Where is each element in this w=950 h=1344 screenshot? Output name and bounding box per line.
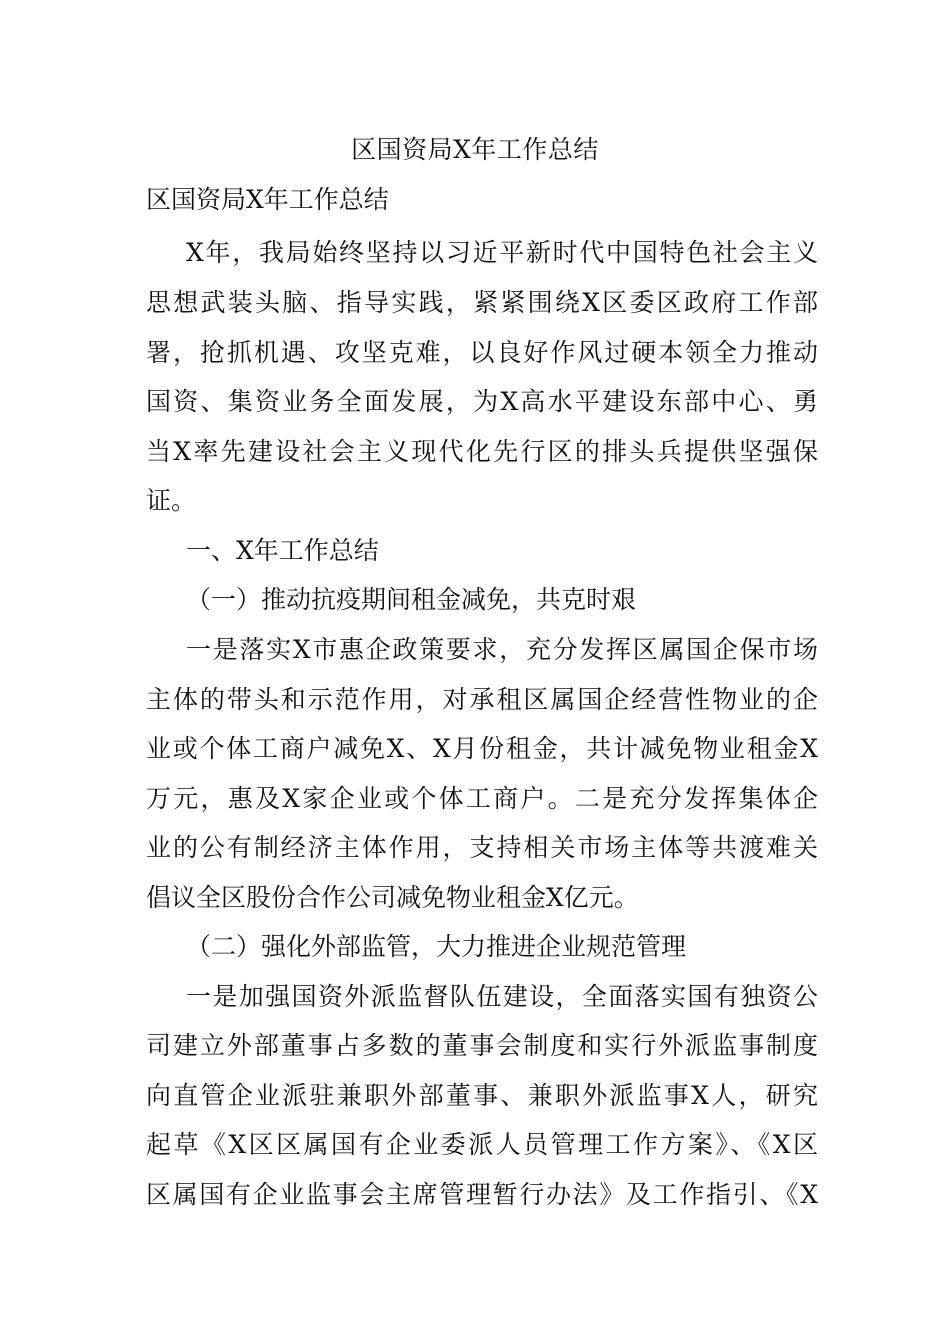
document-title: 区国资局X年工作总结 xyxy=(351,135,599,164)
paragraph-line: 起草《X区区属国有企业委派人员管理工作方案》、《X区 xyxy=(146,1130,818,1159)
paragraph-line: 证。 xyxy=(146,486,197,515)
subsection-heading: （二）强化外部监管，大力推进企业规范管理 xyxy=(186,932,687,961)
section-heading: 一、X年工作总结 xyxy=(186,536,379,565)
paragraph-line: 业或个体工商户减免X、X月份租金，共计减免物业租金X xyxy=(146,734,818,763)
paragraph-line: 署，抢抓机遇、攻坚克难，以良好作风过硬本领全力推动 xyxy=(146,338,818,367)
paragraph-line: 业的公有制经济主体作用，支持相关市场主体等共渡难关 xyxy=(146,833,818,862)
paragraph-line: 司建立外部董事占多数的董事会制度和实行外派监事制度 xyxy=(146,1031,818,1060)
paragraph-line: X年，我局始终坚持以习近平新时代中国特色社会主义 xyxy=(186,238,818,267)
subsection-heading: （一）推动抗疫期间租金减免，共克时艰 xyxy=(186,585,637,614)
paragraph-line: 区属国有企业监事会主席管理暂行办法》及工作指引、《X xyxy=(146,1180,818,1209)
paragraph-line: 一是加强国资外派监督队伍建设，全面落实国有独资公 xyxy=(186,982,818,1011)
paragraph-line: 国资、集资业务全面发展，为X高水平建设东部中心、勇 xyxy=(146,387,818,416)
paragraph-line: 思想武装头脑、指导实践，紧紧围绕X区委区政府工作部 xyxy=(146,288,818,317)
paragraph-line: 向直管企业派驻兼职外部董事、兼职外派监事X人，研究 xyxy=(146,1081,818,1110)
paragraph-line: 主体的带头和示范作用，对承租区属国企经营性物业的企 xyxy=(146,685,818,714)
paragraph-line: 一是落实X市惠企政策要求，充分发挥区属国企保市场 xyxy=(186,635,818,664)
paragraph-line: 万元，惠及X家企业或个体工商户。二是充分发挥集体企 xyxy=(146,784,818,813)
paragraph-line: 倡议全区股份合作公司减免物业租金X亿元。 xyxy=(146,883,639,912)
paragraph-line: 当X率先建设社会主义现代化先行区的排头兵提供坚强保 xyxy=(146,437,818,466)
subtitle-line: 区国资局X年工作总结 xyxy=(146,185,389,214)
